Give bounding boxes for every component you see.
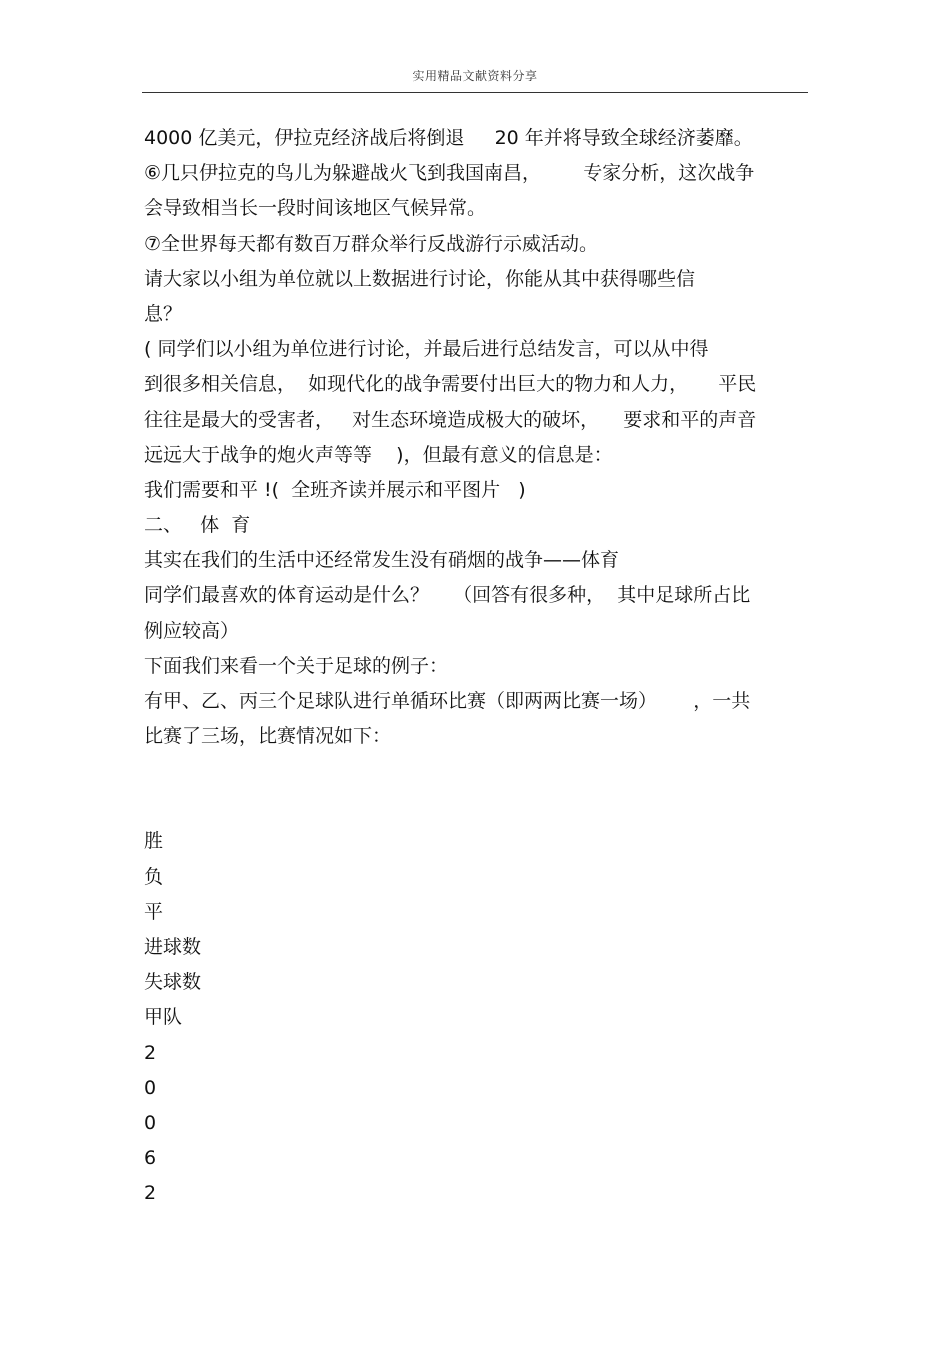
page-header xyxy=(142,58,808,93)
paragraph-line: 到很多相关信息， 如现代化的战争需要付出巨大的物力和人力， 平民 xyxy=(144,373,757,396)
paragraph-line: 比赛了三场，比赛情况如下： xyxy=(144,725,392,748)
document-body xyxy=(144,121,808,1211)
section-heading: 二、 体 育 xyxy=(144,514,251,537)
results-table xyxy=(144,824,808,1211)
paragraph-line: 其实在我们的生活中还经常发生没有硝烟的战争——体育 xyxy=(144,549,620,572)
paragraph-line: 同学们最喜欢的体育运动是什么？ （回答有很多种， 其中足球所占比 xyxy=(144,584,751,607)
paragraph-line: 请大家以小组为单位就以上数据进行讨论，你能从其中获得哪些信 xyxy=(144,267,696,290)
table-cell: 6 xyxy=(144,1147,157,1170)
table-cell: 2 xyxy=(144,1041,157,1064)
header-title: 实用精品文献资料分享 xyxy=(412,69,538,83)
table-cell: 0 xyxy=(144,1076,157,1099)
table-row-label: 甲队 xyxy=(144,1006,183,1029)
table-header-cell: 胜 xyxy=(144,830,164,853)
paragraph-line: 息？ xyxy=(144,302,183,325)
table-header-cell: 平 xyxy=(144,900,164,923)
table-header-cell: 失球数 xyxy=(144,971,202,994)
paragraph-line: 例应较高） xyxy=(144,619,240,642)
paragraph-line: 会导致相当长一段时间该地区气候异常。 xyxy=(144,197,487,220)
paragraph-line: ⑥几只伊拉克的鸟儿为躲避战火飞到我国南昌， 专家分析，这次战争 xyxy=(144,162,755,185)
table-header-cell: 负 xyxy=(144,865,164,888)
paragraph-line: 有甲、乙、丙三个足球队进行单循环比赛（即两两比赛一场） ，一共 xyxy=(144,690,751,712)
paragraph-line: 远远大于战争的炮火声等等 )，但最有意义的信息是： xyxy=(144,443,613,466)
paragraph-line: 往往是最大的受害者， 对生态环境造成极大的破坏， 要求和平的声音 xyxy=(144,408,757,431)
table-header-cell: 进球数 xyxy=(144,935,202,958)
table-cell: 2 xyxy=(144,1182,157,1205)
paragraph-line: ( 同学们以小组为单位进行讨论，并最后进行总结发言，可以从中得 xyxy=(144,338,709,361)
table-cell: 0 xyxy=(144,1111,157,1134)
paragraph-line: 4000 亿美元，伊拉克经济战后将倒退 20 年并将导致全球经济萎靡。 xyxy=(144,127,753,149)
spacer xyxy=(144,754,808,824)
paragraph-line: 下面我们来看一个关于足球的例子： xyxy=(144,654,449,677)
paragraph-line: ⑦全世界每天都有数百万群众举行反战游行示威活动。 xyxy=(144,232,599,255)
paragraph-line: 我们需要和平 !( 全班齐读并展示和平图片 ) xyxy=(144,478,526,501)
